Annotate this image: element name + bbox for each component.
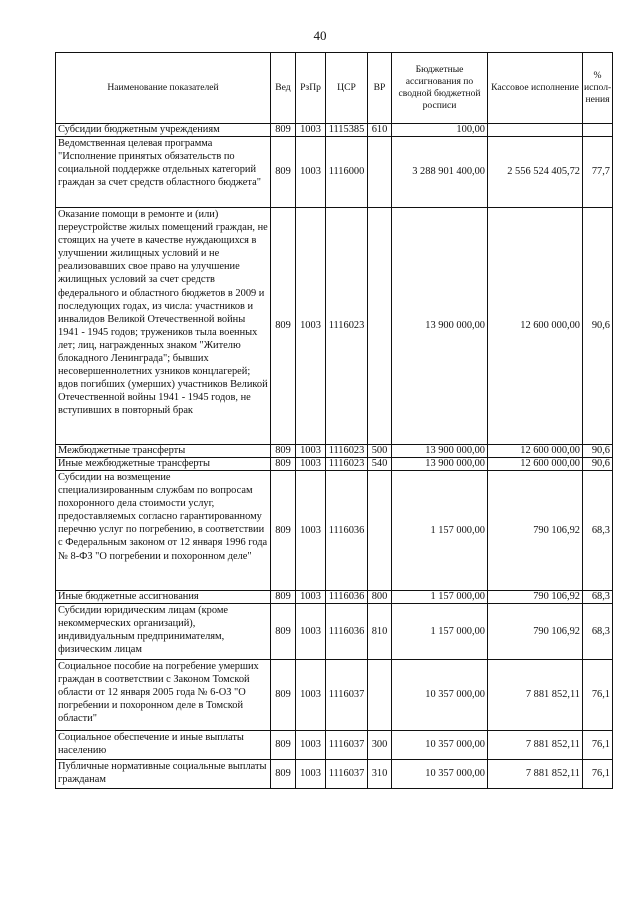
row-name: Публичные нормативные социальные выплаты гражданам [56,760,271,789]
row-csr: 1115385 [326,124,368,137]
row-csr: 1116023 [326,208,368,445]
row-rzpr: 1003 [296,208,326,445]
page-number: 40 [313,28,327,43]
row-name: Субсидии юридическим лицам (кроме некоммерческих организаций), индивидуальным предпринимателям, физическим лицам [56,604,271,660]
row-vr [368,660,392,731]
header-csr: ЦСР [326,53,368,124]
row-percent: 68,3 [583,591,613,604]
row-rzpr: 1003 [296,660,326,731]
row-rzpr: 1003 [296,760,326,789]
row-name: Иные бюджетные ассигнования [56,591,271,604]
row-cash: 790 106,92 [488,604,583,660]
row-csr: 1116037 [326,731,368,760]
row-assignments: 1 157 000,00 [392,604,488,660]
table-row [56,445,613,458]
row-percent: 90,6 [583,458,613,471]
row-percent: 68,3 [583,604,613,660]
row-ved: 809 [271,471,296,591]
row-rzpr: 1003 [296,445,326,458]
row-assignments: 13 900 000,00 [392,445,488,458]
row-cash: 790 106,92 [488,591,583,604]
header-vr: ВР [368,53,392,124]
row-assignments: 13 900 000,00 [392,458,488,471]
header-rzpr: РзПр [296,53,326,124]
table-row [56,458,613,471]
table-row [56,137,613,208]
table-row [56,731,613,760]
row-ved: 809 [271,731,296,760]
row-percent: 76,1 [583,660,613,731]
row-csr: 1116000 [326,137,368,208]
table-row [56,471,613,591]
row-rzpr: 1003 [296,591,326,604]
row-cash: 12 600 000,00 [488,445,583,458]
row-cash: 790 106,92 [488,471,583,591]
row-ved: 809 [271,591,296,604]
row-rzpr: 1003 [296,124,326,137]
row-percent: 76,1 [583,731,613,760]
row-name: Субсидии бюджетным учреждениям [56,124,271,137]
row-csr: 1116036 [326,604,368,660]
header-assignments: Бюджетные ассигнования по сводной бюджетной росписи [392,53,488,124]
header-name: Наименование показателей [56,53,271,124]
row-percent: 90,6 [583,208,613,445]
row-assignments: 13 900 000,00 [392,208,488,445]
row-name: Оказание помощи в ремонте и (или) переустройстве жилых помещений граждан, не стоящих на учете в качестве нуждающихся в улучшении жилищных условий и не реализовавших свое право на улучшение жилищных условий за счет средств федерального и областного бюджетов в 2009 и последующих годах, из числа: участников и инвалидов Великой Отечественной войны 1941 - 1945 годов; тружеников тыла военных лет; лиц, награжденных знаком "Жителю блокадного Ленинграда"; бывших несовершеннолетних узников концлагерей; вдов погибших (умерших) участников Великой Отечественной войны 1941 - 1945 годов, не вступивших в повторный брак [56,208,271,445]
row-csr: 1116023 [326,445,368,458]
row-ved: 809 [271,458,296,471]
row-percent: 90,6 [583,445,613,458]
row-cash: 12 600 000,00 [488,458,583,471]
row-assignments: 10 357 000,00 [392,660,488,731]
table-row [56,208,613,445]
row-name: Иные межбюджетные трансферты [56,458,271,471]
row-csr: 1116037 [326,760,368,789]
row-ved: 809 [271,208,296,445]
table-row [56,604,613,660]
row-vr: 610 [368,124,392,137]
row-vr: 500 [368,445,392,458]
row-rzpr: 1003 [296,604,326,660]
row-rzpr: 1003 [296,731,326,760]
row-ved: 809 [271,604,296,660]
table-row [56,591,613,604]
row-percent: 76,1 [583,760,613,789]
row-name: Социальное пособие на погребение умерших граждан в соответствии с Законом Томской области от 12 января 2005 года № 6-ОЗ "О погребении и похоронном деле в Томской области" [56,660,271,731]
header-cash: Кассовое исполнение [488,53,583,124]
row-assignments: 3 288 901 400,00 [392,137,488,208]
table-row [56,660,613,731]
row-rzpr: 1003 [296,458,326,471]
row-assignments: 10 357 000,00 [392,731,488,760]
row-vr: 300 [368,731,392,760]
row-assignments: 100,00 [392,124,488,137]
row-name: Субсидии на возмещение специализированным службам по вопросам похоронного дела стоимости услуг, предоставляемых согласно гарантированному перечню услуг по погребению, в соответствии с Федеральным законом от 12 января 1996 года № 8-ФЗ "О погребении и похоронном деле" [56,471,271,591]
table-row [56,760,613,789]
row-name: Ведомственная целевая программа "Исполнение принятых обязательств по социальной поддержке отдельных категорий граждан за счет средств областного бюджета" [56,137,271,208]
row-name: Межбюджетные трансферты [56,445,271,458]
budget-table [55,52,613,789]
row-assignments: 10 357 000,00 [392,760,488,789]
row-vr [368,471,392,591]
row-name: Социальное обеспечение и иные выплаты населению [56,731,271,760]
row-csr: 1116036 [326,591,368,604]
row-assignments: 1 157 000,00 [392,471,488,591]
row-ved: 809 [271,124,296,137]
row-ved: 809 [271,137,296,208]
row-ved: 809 [271,445,296,458]
row-cash: 7 881 852,11 [488,660,583,731]
row-vr: 310 [368,760,392,789]
row-csr: 1116036 [326,471,368,591]
row-percent: 77,7 [583,137,613,208]
row-csr: 1116023 [326,458,368,471]
row-vr: 800 [368,591,392,604]
header-ved: Вед [271,53,296,124]
row-cash: 2 556 524 405,72 [488,137,583,208]
row-vr: 540 [368,458,392,471]
row-cash: 12 600 000,00 [488,208,583,445]
header-percent: % испол-нения [583,53,613,124]
row-ved: 809 [271,760,296,789]
row-vr: 810 [368,604,392,660]
row-percent [583,124,613,137]
table-row [56,124,613,137]
row-csr: 1116037 [326,660,368,731]
row-vr [368,208,392,445]
header-row [56,53,613,124]
row-assignments: 1 157 000,00 [392,591,488,604]
row-cash: 7 881 852,11 [488,760,583,789]
row-cash [488,124,583,137]
row-rzpr: 1003 [296,471,326,591]
row-vr [368,137,392,208]
row-rzpr: 1003 [296,137,326,208]
row-ved: 809 [271,660,296,731]
row-percent: 68,3 [583,471,613,591]
row-cash: 7 881 852,11 [488,731,583,760]
